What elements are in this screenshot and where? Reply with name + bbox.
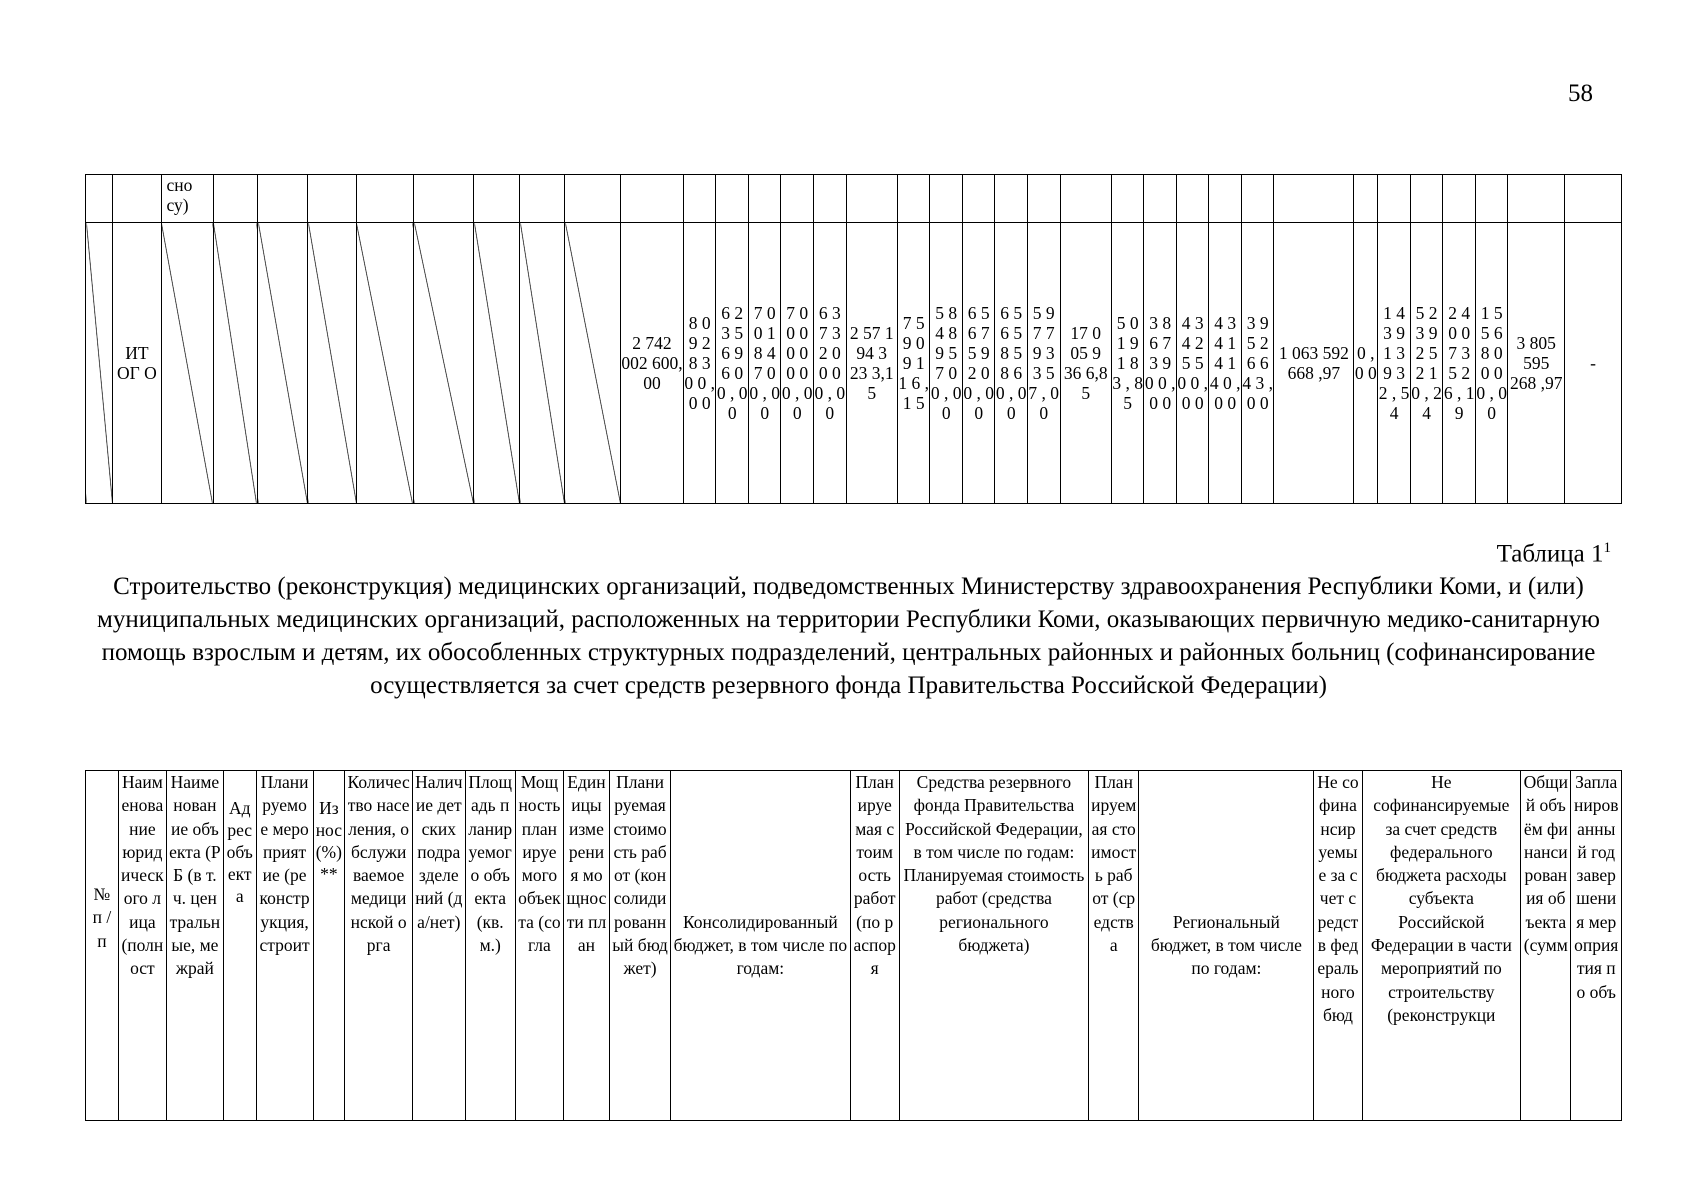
column-header-address: Адрес объекта xyxy=(223,771,256,1121)
total-value: 8 0 9 2 8 3 0 0 , 0 0 xyxy=(683,223,716,504)
column-header-planned-cost-funds: Планируемая стоимость работ (средства xyxy=(1089,771,1139,1121)
total-value: 6 5 6 5 8 5 8 6 0 , 0 0 xyxy=(995,223,1028,504)
total-value: 7 0 0 0 0 0 0 0 0 , 0 0 xyxy=(781,223,814,504)
column-header-completion-year: Запланированный год завершения мероприятия по объ xyxy=(1571,771,1622,1121)
column-header-not-cofinanced: Не софинансируемые за счет средств федерального бюд xyxy=(1314,771,1362,1121)
continuation-row xyxy=(86,175,1622,223)
diagonal-cell xyxy=(258,223,308,504)
total-value: 1 4 3 9 1 3 9 3 2 , 5 4 xyxy=(1378,223,1411,504)
total-value: 2 57 1 94 3 23 3,1 5 xyxy=(846,223,897,504)
column-header-total-financing: Общий объём финансирования объекта (сумм xyxy=(1521,771,1571,1121)
diagonal-cell xyxy=(161,223,213,504)
header-row xyxy=(86,771,1622,1121)
total-value: 3 805 595 268 ,97 xyxy=(1508,223,1565,504)
total-value: 1 5 5 6 8 0 0 0 0 , 0 0 xyxy=(1475,223,1508,504)
column-header-capacity: Мощность планируемого объекта (согла xyxy=(515,771,563,1121)
diagonal-cell xyxy=(414,223,474,504)
total-value: 6 5 6 7 5 9 2 0 0 , 0 0 xyxy=(962,223,995,504)
column-header-reserve-fund: Средства резервного фонда Правительства Российской Федерации, в том числе по годам: Планируемая стоимость работ (средства регионального бюджета) xyxy=(899,771,1088,1121)
diagonal-cell xyxy=(308,223,356,504)
total-value: 17 0 05 9 36 6,8 5 xyxy=(1060,223,1111,504)
diagonal-cell xyxy=(213,223,257,504)
total-value: 0 , 0 0 xyxy=(1354,223,1378,504)
column-header-object-name: Наименование объекта (РБ (в т.ч. центральные, межрай xyxy=(166,771,223,1121)
total-value: 5 8 4 8 9 5 7 0 0 , 0 0 xyxy=(930,223,963,504)
total-value: 6 2 3 5 6 9 6 0 0 , 0 0 xyxy=(716,223,749,504)
total-value: 2 4 0 0 7 3 5 2 6 , 1 9 xyxy=(1443,223,1476,504)
column-header-regional-budget: Региональный бюджет, в том числе по годам: xyxy=(1139,771,1314,1121)
diagonal-cell xyxy=(86,223,113,504)
continuation-text-cell: сно су) xyxy=(161,175,213,223)
column-header-population: Количество населения, обслуживаемое медицинской орга xyxy=(345,771,413,1121)
table-title: Строительство (реконструкция) медицинских организаций, подведомственных Министерству здравоохранения Республики Коми, и (или) муниципальных медицинских организаций, расположенных на территории Республики Коми, оказывающих первичную медико-санитарную помощь взрослым и детям, их обособленных структурных подразделений, центральных районных и районных больниц (софинансирование осуществляется за счет средств резервного фонда Правительства Российской Федерации) xyxy=(97,573,1600,699)
diagonal-cell xyxy=(520,223,565,504)
total-value: 3 9 5 2 6 6 4 3 , 0 0 xyxy=(1241,223,1274,504)
total-value: 2 742 002 600, 00 xyxy=(621,223,684,504)
column-header-legal-entity: Наименование юридического лица (полност xyxy=(118,771,166,1121)
page-number: 58 xyxy=(1568,80,1593,107)
total-value: 5 9 7 7 9 3 3 5 7 , 0 0 xyxy=(1027,223,1060,504)
header-table xyxy=(85,770,1622,1121)
column-header-consolidated-budget: Консолидированный бюджет, в том числе по годам: xyxy=(671,771,850,1121)
table-caption-label: Таблица 1 xyxy=(1496,540,1604,568)
column-header-area: Площадь планируемого объекта (кв.м.) xyxy=(465,771,515,1121)
column-header-children-units: Наличие детских подразделений (да/нет) xyxy=(413,771,466,1121)
total-value: 4 3 4 2 5 5 0 0 , 0 0 xyxy=(1176,223,1209,504)
column-header-planned-cost: Планируемая стоимость работ (консолидированный бюджет) xyxy=(609,771,670,1121)
diagonal-cell xyxy=(474,223,520,504)
diagonal-cell xyxy=(565,223,621,504)
column-header-not-cofinanced-expenses: Не софинансируемые за счет средств федерального бюджета расходы субъекта Российской Федерации в части мероприятий по строительству (реконструкци xyxy=(1362,771,1521,1121)
total-value: 6 3 7 3 2 0 0 0 0 , 0 0 xyxy=(814,223,847,504)
column-header-capacity-units: Единицы измерения мощности план xyxy=(563,771,609,1121)
total-value: 3 8 6 7 3 9 0 0 , 0 0 xyxy=(1144,223,1177,504)
total-value: 7 0 0 1 8 4 7 0 0 , 0 0 xyxy=(748,223,781,504)
continuation-table xyxy=(85,174,1622,504)
column-header-planned-cost-order: Планируемая стоимость работ (по распоря xyxy=(850,771,899,1121)
total-value: 5 2 3 9 2 5 2 1 0 , 2 4 xyxy=(1410,223,1443,504)
table-caption xyxy=(1497,540,1611,568)
diagonal-cell xyxy=(356,223,414,504)
column-header-wear: Износ (%)** xyxy=(313,771,345,1121)
column-header-planned-activity: Планируемое мероприятие (реконструкция, строит xyxy=(256,771,313,1121)
total-value: 4 3 4 1 4 1 4 0 , 0 0 xyxy=(1209,223,1242,504)
total-value: 5 0 1 9 1 8 3 , 8 5 xyxy=(1111,223,1144,504)
total-value: 7 5 9 0 9 1 1 6 , 1 5 xyxy=(897,223,930,504)
column-header-number: № п / п xyxy=(86,771,119,1121)
total-value: - xyxy=(1565,223,1622,504)
table-caption-superscript: 1 xyxy=(1603,540,1611,556)
total-row xyxy=(86,223,1622,504)
total-label: ИТ ОГ О xyxy=(113,223,161,504)
total-value: 1 063 592 668 ,97 xyxy=(1274,223,1354,504)
